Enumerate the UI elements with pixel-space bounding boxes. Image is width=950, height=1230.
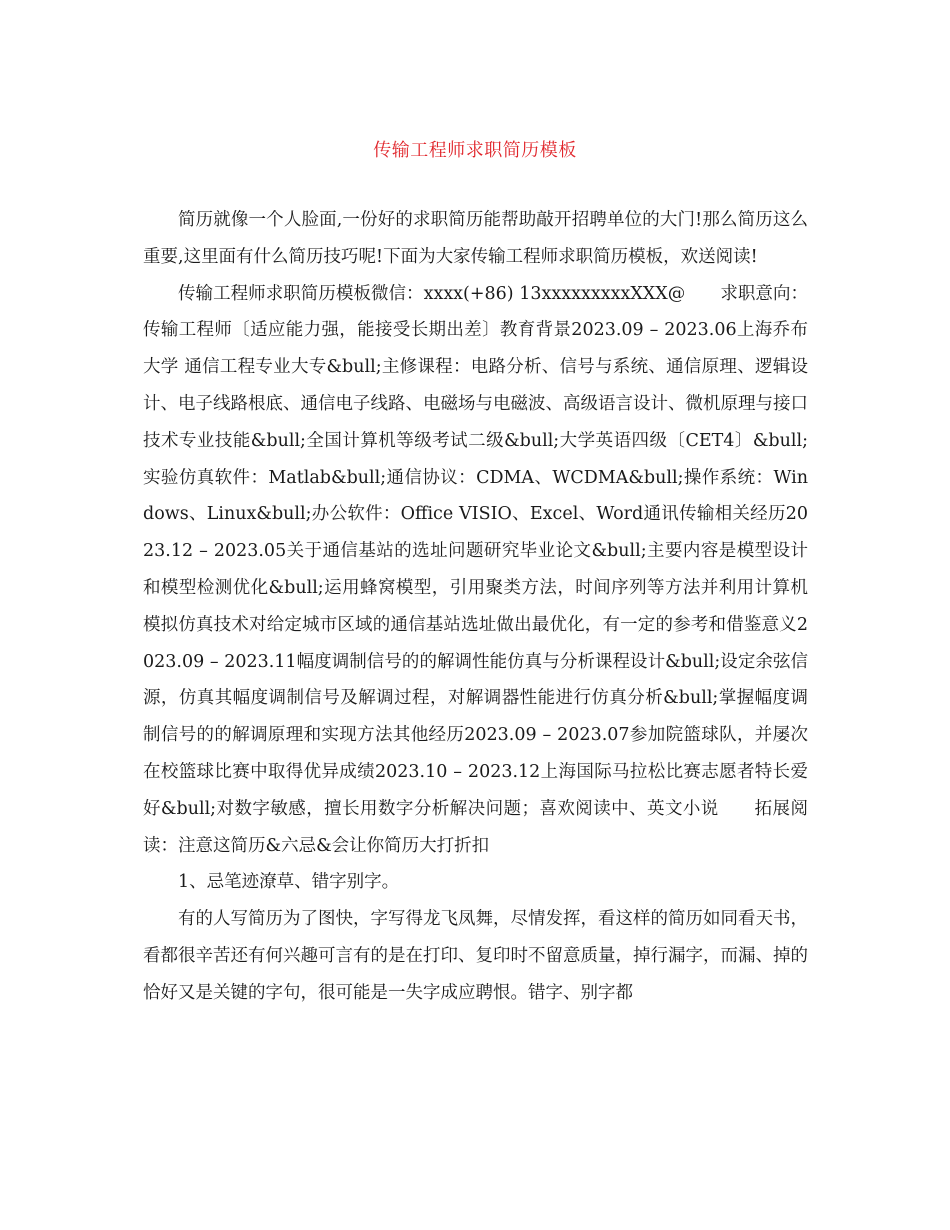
document-body [143, 202, 808, 1012]
paragraph-intro: 简历就像一个人脸面,一份好的求职简历能帮助敲开招聘单位的大门!那么简历这么重要,这里面有什么简历技巧呢!下面为大家传输工程师求职简历模板，欢送阅读! [143, 210, 808, 267]
document-title: 传输工程师求职简历模板 [373, 140, 577, 161]
paragraph-tip-heading: 1、忌笔迹潦草、错字别字。 [178, 872, 400, 893]
paragraph-resume-template: 传输工程师求职简历模板微信：xxxx(+86) 13xxxxxxxxxXXX@ 求职意向：传输工程师〔适应能力强，能接受长期出差〕教育背景2023.09 – 2023.06上海乔布大学 通信工程专业大专&bull;主修课程：电路分析、信号与系统、通信原理、逻辑设计、电子线路根底、通信电子线路、电磁场与电磁波、高级语言设计、微机原理与接口技术专业技能&bull;全国计算机等级考试二级&bull;大学英语四级〔CET4〕&bull;实验仿真软件：Matlab&bull;通信协议：CDMA、WCDMA&bull;操作系统：Windows、Linux&bull;办公软件：Office VISIO、Excel、Word通讯传输相关经历2023.12 – 2023.05关于通信基站的选址问题研究毕业论文&bull;主要内容是模型设计和模型检测优化&bull;运用蜂窝模型，引用聚类方法，时间序列等方法并利用计算机模拟仿真技术对给定城市区域的通信基站选址做出最优化，有一定的参考和借鉴意义2023.09 – 2023.11幅度调制信号的的解调性能仿真与分析课程设计&bull;设定余弦信源，仿真其幅度调制信号及解调过程，对解调器性能进行仿真分析&bull;掌握幅度调制信号的的解调原理和实现方法其他经历2023.09 – 2023.07参加院篮球队，并屡次在校篮球比赛中取得优异成绩2023.10 – 2023.12上海国际马拉松比赛志愿者特长爱好&bull;对数字敏感，擅长用数字分析解决问题；喜欢阅读中、英文小说 拓展阅读：注意这简历&六忌&会让你简历大打折扣 [143, 283, 808, 856]
paragraph-tip-body: 有的人写简历为了图快，字写得龙飞凤舞，尽情发挥，看这样的简历如同看天书，看都很辛苦还有何兴趣可言有的是在打印、复印时不留意质量，掉行漏字，而漏、掉的恰好又是关键的字句，很可能是一失字成应聘恨。错字、别字都 [143, 909, 808, 1003]
